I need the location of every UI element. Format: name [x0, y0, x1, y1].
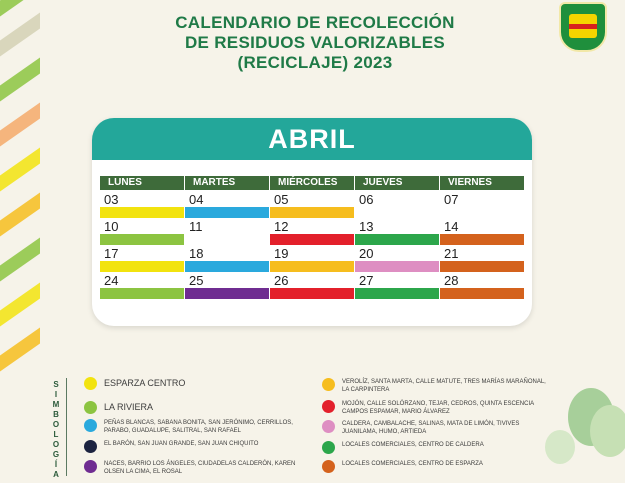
calendar-day-cell — [270, 272, 354, 299]
day-number: 20 — [359, 246, 374, 261]
page-title — [120, 13, 510, 73]
legend-item — [84, 440, 314, 460]
legend-label: EL BARÓN, SAN JUAN GRANDE, SAN JUAN CHIQUITO — [104, 441, 259, 447]
calendar-day-cell — [440, 218, 524, 245]
legend-item — [322, 441, 552, 461]
collection-color-bar — [185, 288, 269, 299]
collection-color-bar — [440, 261, 524, 272]
calendar-day-cell — [355, 191, 439, 218]
calendar-day-cell — [440, 245, 524, 272]
legend-color-dot — [84, 460, 97, 473]
tree-illustration — [545, 430, 575, 464]
collection-color-bar — [355, 261, 439, 272]
collection-color-bar — [270, 207, 354, 218]
legend-heading-letter: I — [54, 390, 58, 399]
collection-color-bar — [355, 234, 439, 245]
legend-heading-letter: G — [52, 450, 60, 459]
municipal-shield-logo — [559, 2, 607, 52]
month-title: ABRIL — [268, 124, 356, 154]
day-number: 13 — [359, 219, 374, 234]
day-number: 25 — [189, 273, 204, 288]
legend-heading — [50, 380, 62, 480]
legend-label: NACES, BARRIO LOS ÁNGELES, CIUDADELAS CALDERÓN, KAREN OLSEN LA CIMA, EL ROSAL — [104, 461, 296, 475]
day-number: 19 — [274, 246, 289, 261]
calendar-day-cell — [270, 245, 354, 272]
collection-color-bar — [355, 288, 439, 299]
day-number: 28 — [444, 273, 459, 288]
legend-label: MOJÓN, CALLE SOLÓRZANO, TEJAR, CEDROS, QUINTA ESCENCIA CAMPOS ESPAMAR, MARIO ÁLVAREZ — [342, 401, 534, 415]
collection-color-bar — [185, 261, 269, 272]
legend-heading-letter: O — [52, 420, 60, 429]
title-line-2: DE RESIDUOS VALORIZABLES — [184, 33, 446, 52]
day-number: 18 — [189, 246, 204, 261]
day-number: 12 — [274, 219, 289, 234]
legend-heading-letter: A — [53, 470, 59, 479]
calendar-card — [92, 118, 532, 326]
calendar-header — [92, 118, 532, 160]
calendar-day-cell — [100, 272, 184, 299]
day-number: 26 — [274, 273, 289, 288]
legend-label: LA RIVIERA — [104, 402, 154, 412]
calendar-day-cell — [355, 245, 439, 272]
calendar-day-cell — [440, 272, 524, 299]
day-number: 24 — [104, 273, 119, 288]
calendar-day-cell — [270, 191, 354, 218]
legend-heading-letter: Í — [54, 460, 58, 469]
collection-color-bar — [100, 288, 184, 299]
legend-item — [322, 460, 552, 480]
collection-color-bar — [270, 261, 354, 272]
collection-color-bar — [440, 234, 524, 245]
title-line-1: CALENDARIO DE RECOLECCIÓN — [175, 13, 455, 32]
day-number: 14 — [444, 219, 459, 234]
day-number: 05 — [274, 192, 289, 207]
calendar-day-cell — [185, 218, 269, 245]
legend-label: PEÑAS BLANCAS, SABANA BONITA, SAN JERÓNIMO, CERRILLOS, PARABO, GUADALUPE, SALITRAL, SAN RAFAEL — [104, 420, 293, 434]
legend-label: LOCALES COMERCIALES, CENTRO DE ESPARZA — [342, 461, 483, 467]
legend-color-dot — [84, 440, 97, 453]
calendar-day-cell — [355, 272, 439, 299]
legend-item — [84, 419, 314, 439]
legend-color-dot — [322, 400, 335, 413]
day-number: 04 — [189, 192, 204, 207]
legend-label: CALDERA, CAMBALACHE, SALINAS, MATA DE LIMÓN, TIVIVES JUANILAMA, HUMO, ARTIEDA — [342, 421, 520, 435]
day-header: LUNES — [100, 176, 184, 190]
legend-heading-letter: M — [52, 400, 60, 409]
legend-divider — [66, 378, 67, 476]
calendar-day-cell — [185, 191, 269, 218]
legend-color-dot — [84, 419, 97, 432]
calendar-day-cell — [440, 191, 524, 218]
day-number: 11 — [189, 219, 203, 234]
collection-color-bar — [440, 288, 524, 299]
day-number: 10 — [104, 219, 119, 234]
calendar-day-cell — [100, 191, 184, 218]
collection-color-bar — [100, 261, 184, 272]
calendar-day-cell — [100, 245, 184, 272]
legend-label: LOCALES COMERCIALES, CENTRO DE CALDERA — [342, 442, 484, 448]
day-number: 03 — [104, 192, 119, 207]
legend-color-dot — [322, 378, 335, 391]
legend-item — [322, 400, 552, 420]
legend-label: ESPARZA CENTRO — [104, 378, 186, 388]
calendar-day-cell — [185, 272, 269, 299]
day-header: JUEVES — [355, 176, 439, 190]
legend-heading-letter: O — [52, 440, 60, 449]
day-number: 27 — [359, 273, 374, 288]
legend-item — [322, 420, 552, 440]
day-header: VIERNES — [440, 176, 524, 190]
collection-color-bar — [185, 207, 269, 218]
legend-color-dot — [322, 460, 335, 473]
collection-color-bar — [270, 234, 354, 245]
collection-color-bar — [270, 288, 354, 299]
day-number: 21 — [444, 246, 459, 261]
legend-item — [84, 460, 314, 480]
day-number: 07 — [444, 192, 459, 207]
day-header: MARTES — [185, 176, 269, 190]
legend-heading-letter: L — [53, 430, 59, 439]
legend-color-dot — [84, 401, 97, 414]
legend-item — [84, 401, 314, 421]
tree-illustration — [590, 405, 625, 457]
collection-color-bar — [100, 207, 184, 218]
legend-heading-letter: S — [53, 380, 59, 389]
day-header: MIÉRCOLES — [270, 176, 354, 190]
legend-color-dot — [322, 420, 335, 433]
calendar-day-cell — [270, 218, 354, 245]
title-line-3: (RECICLAJE) 2023 — [237, 53, 393, 72]
day-number: 06 — [359, 192, 374, 207]
legend-heading-letter: B — [53, 410, 59, 419]
legend-color-dot — [84, 377, 97, 390]
calendar-day-cell — [185, 245, 269, 272]
legend-item — [84, 377, 314, 397]
calendar-day-cell — [355, 218, 439, 245]
day-number: 17 — [104, 246, 119, 261]
legend-item — [322, 378, 552, 398]
legend-color-dot — [322, 441, 335, 454]
legend-label: VEROLÍZ, SANTA MARTA, CALLE MATUTE, TRES MARÍAS MARAÑONAL, LA CARPINTERA — [342, 379, 546, 393]
collection-color-bar — [100, 234, 184, 245]
calendar-day-cell — [100, 218, 184, 245]
decorative-stripes — [0, 0, 40, 483]
